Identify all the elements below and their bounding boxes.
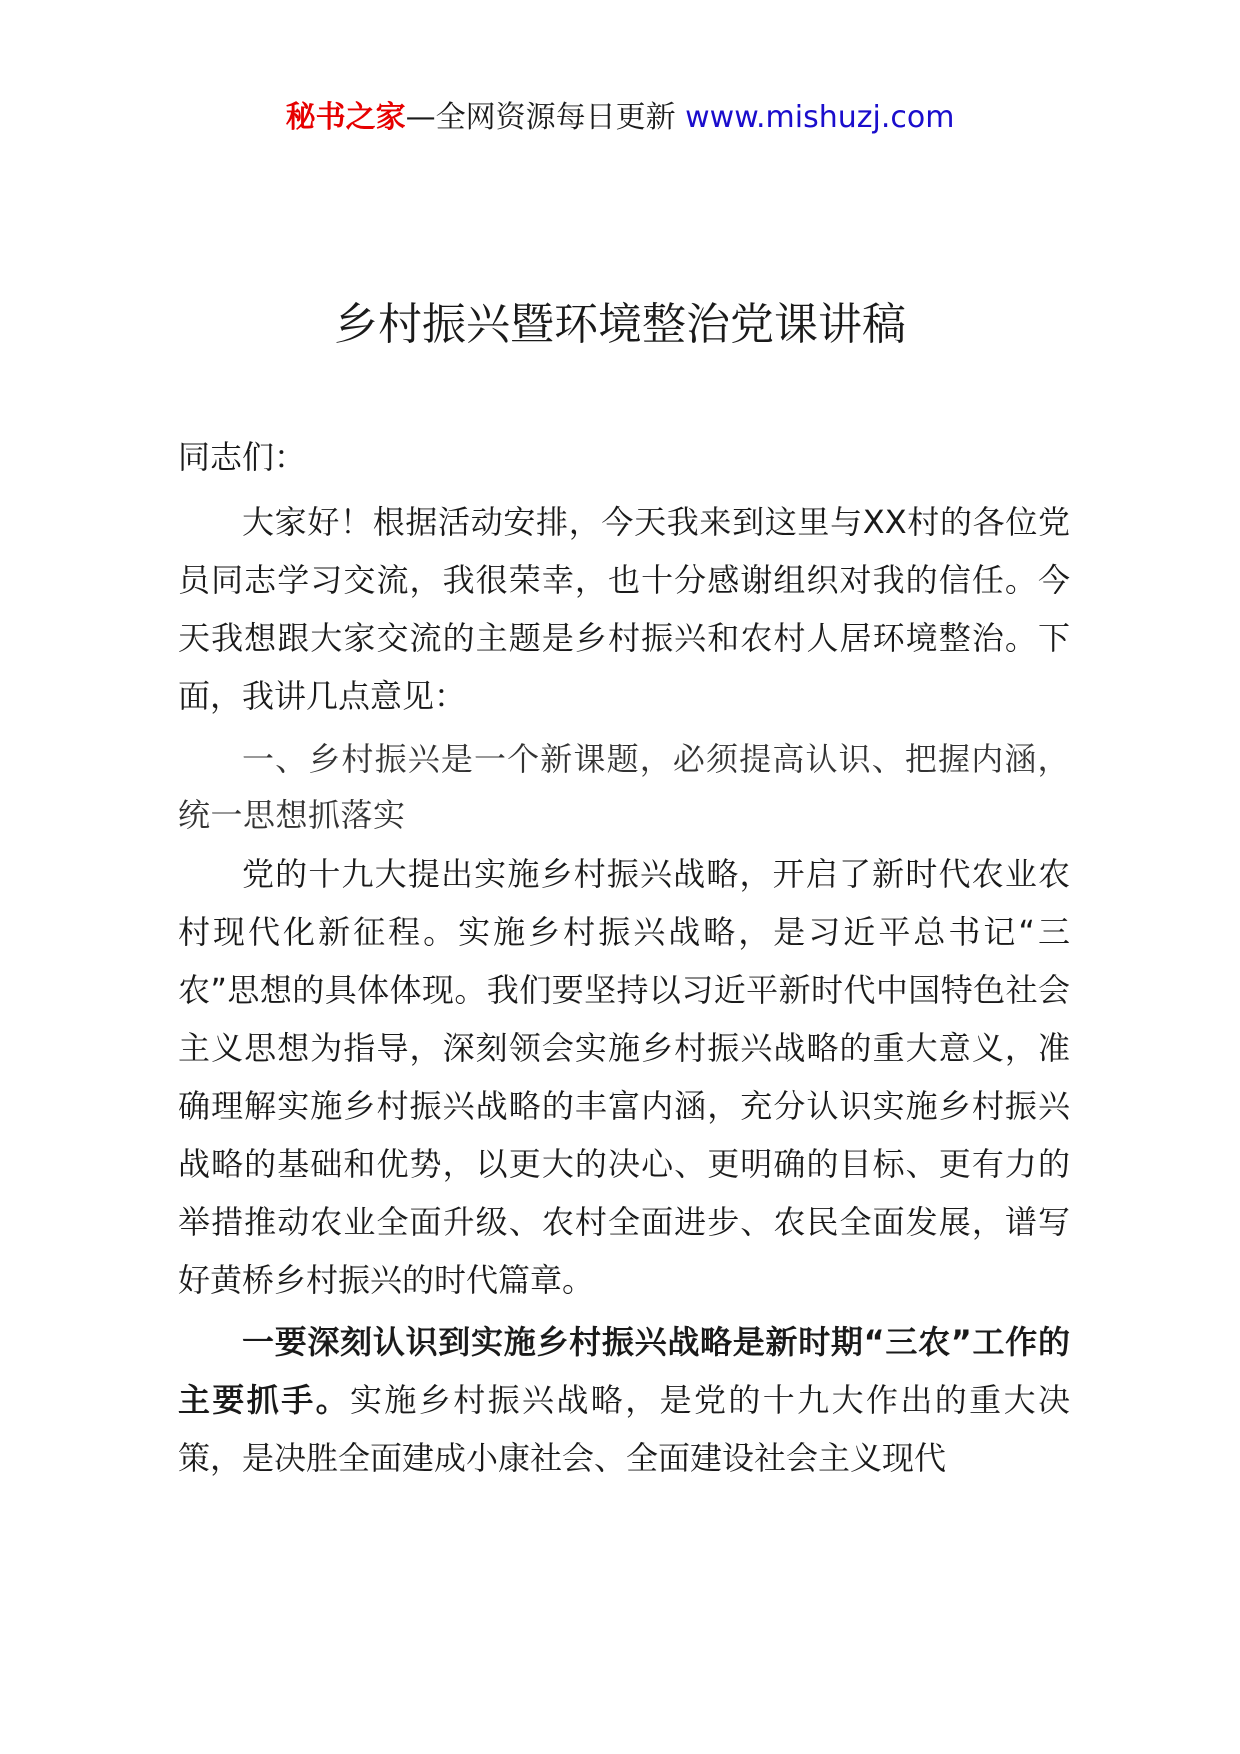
site-brand: 秘书之家: [285, 100, 406, 135]
site-url-link[interactable]: www.mishuzj.com: [685, 100, 955, 135]
greeting: 同志们：: [178, 438, 307, 476]
paragraph-section-1: 党的十九大提出实施乡村振兴战略，开启了新时代农业农村现代化新征程。实施乡村振兴战略，是习近平总书记“三农”思想的具体体现。我们要坚持以习近平新时代中国特色社会主义思想为指导，深刻领会实施乡村振兴战略的重大意义，准确理解实施乡村振兴战略的丰富内涵，充分认识实施乡村振兴战略的基础和优势，以更大的决心、更明确的目标、更有力的举措推动农业全面升级、农村全面进步、农民全面发展，谱写好黄桥乡村振兴的时代篇章。: [178, 855, 1070, 1299]
point-1-text: 实施乡村振兴战略，是党的十九大作出的重大决策，是决胜全面建成小康社会、全面建设社会主义现代: [178, 1381, 1070, 1477]
site-header: [0, 98, 1240, 138]
section-heading-1: 一、乡村振兴是一个新课题，必须提高认识、把握内涵，统一思想抓落实: [178, 740, 1070, 834]
document-body: [178, 428, 1070, 1487]
paragraph-point-1: [178, 1313, 1070, 1487]
paragraph-opening: 大家好！根据活动安排，今天我来到这里与XX村的各位党员同志学习交流，我很荣幸，也十分感谢组织对我的信任。今天我想跟大家交流的主题是乡村振兴和农村人居环境整治。下面，我讲几点意见：: [178, 503, 1070, 715]
document-title: 乡村振兴暨环境整治党课讲稿: [334, 299, 906, 350]
point-1-lead: 一要深刻认识到实施乡村振兴战略是新时期“三农”工作的主要抓手。: [178, 1323, 1070, 1419]
header-tagline: —全网资源每日更新: [405, 100, 686, 135]
